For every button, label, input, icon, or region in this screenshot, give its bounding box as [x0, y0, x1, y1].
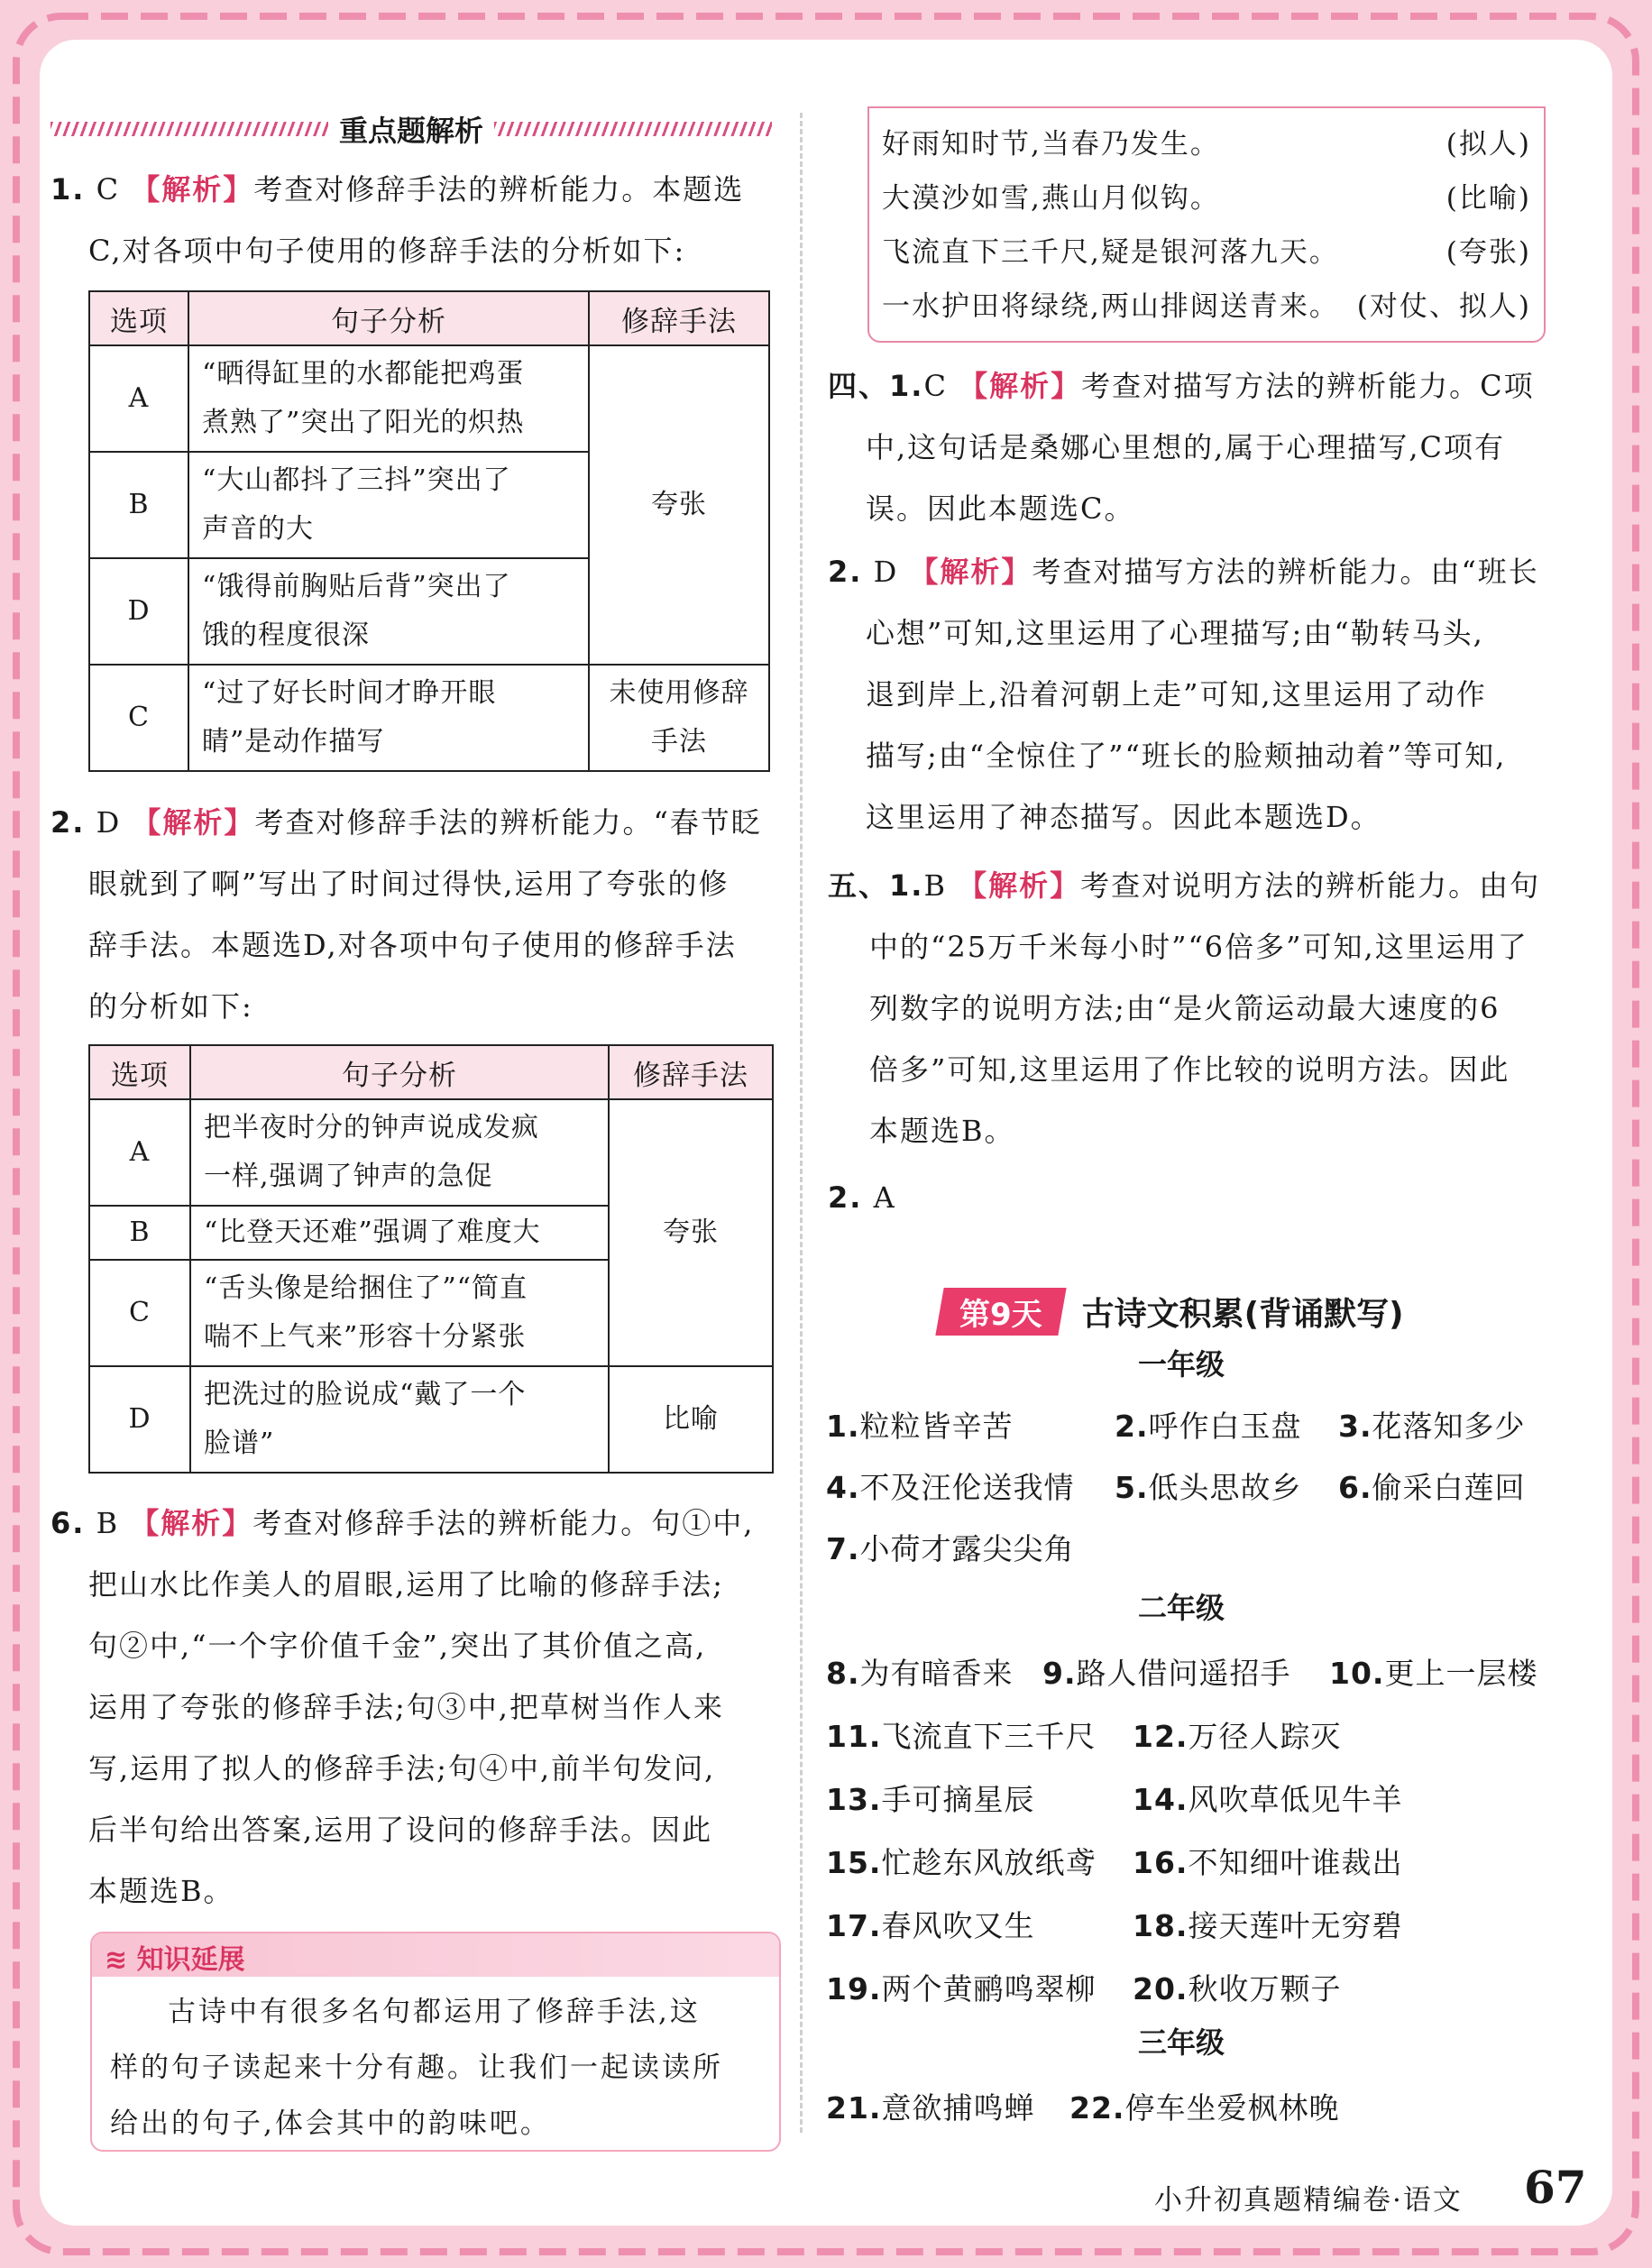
s4q2-text-1: 考查对描写方法的辨析能力。由“班长	[1032, 555, 1539, 589]
list-item: 22.停车坐爱枫林晚	[1069, 2090, 1340, 2126]
poem-examples-box	[867, 106, 1546, 343]
s4q1-number: 四、1.	[828, 369, 924, 403]
table2-analysis: “比登天还难”强调了难度大	[190, 1206, 609, 1260]
table2-header-option: 选项	[89, 1045, 190, 1099]
s4q2-tag: 【解析】	[909, 555, 1032, 589]
table1-analysis: “晒得缸里的水都能把鸡蛋 煮熟了”突出了阳光的炽热	[188, 345, 589, 452]
s5-q1-answer	[828, 855, 1558, 1162]
column-divider	[800, 113, 803, 2133]
s4q2-text-4: 描写;由“全惊住了”“班长的脸颊抽动着”等可知,	[866, 739, 1507, 773]
s4q2-text-5: 这里运用了神态描写。因此本题选D。	[866, 800, 1381, 834]
table1-header-device: 修辞手法	[589, 291, 769, 345]
list-item: 20.秋收万颗子	[1133, 1971, 1342, 2006]
table1-option: C	[89, 665, 188, 771]
rhetoric-table-2	[88, 1044, 774, 1474]
table2-header-device: 修辞手法	[609, 1045, 773, 1099]
s4q1-text-3: 误。因此本题选C。	[866, 491, 1135, 526]
table2-device-merged: 夸张	[609, 1099, 773, 1366]
list-item: 13.手可摘星辰	[826, 1782, 1035, 1817]
list-item: 6.偷采白莲回	[1338, 1470, 1526, 1505]
s5-q2-answer	[828, 1167, 896, 1228]
q2-text-1: 考查对修辞手法的辨析能力。“春节眨	[254, 805, 762, 840]
list-item: 9.路人借问遥招手	[1042, 1656, 1291, 1691]
q6-text-5: 写,运用了拟人的修辞手法;句④中,前半句发问,	[88, 1751, 716, 1786]
extension-title: ≋ 知识延展	[105, 1944, 245, 1976]
q2-number: 2.	[50, 805, 86, 840]
q6-text-3: 句②中,“一个字价值千金”,突出了其价值之高,	[88, 1629, 707, 1663]
s5q1-number: 五、1.	[828, 868, 924, 903]
s5q1-text-5: 本题选B。	[869, 1114, 1015, 1148]
list-item: 18.接天莲叶无穷碧	[1133, 1908, 1403, 1943]
table2-analysis: 把半夜时分的钟声说成发疯 一样,强调了钟声的急促	[190, 1099, 609, 1206]
table2-option: D	[89, 1366, 190, 1473]
q2-text-3: 辞手法。本题选D,对各项中句子使用的修辞手法	[88, 928, 737, 962]
day-badge: 第9天	[935, 1288, 1066, 1336]
table2-option: C	[89, 1260, 190, 1366]
s4q2-text-3: 退到岸上,沿着河朝上走”可知,这里运用了动作	[866, 677, 1487, 712]
table1-option: B	[89, 452, 188, 558]
list-item: 1.粒粒皆辛苦	[826, 1409, 1014, 1444]
table2-header-analysis: 句子分析	[190, 1045, 609, 1099]
list-item: 7.小荷才露尖尖角	[826, 1531, 1075, 1566]
q6-number: 6.	[50, 1506, 86, 1540]
s4q1-text-1: 考查对描写方法的辨析能力。C项	[1081, 369, 1535, 403]
q2-answer	[50, 792, 781, 1037]
wave-icon: ≋	[105, 1944, 128, 1976]
list-item: 10.更上一层楼	[1329, 1656, 1538, 1691]
book-title: 小升初真题精编卷·语文	[1154, 2184, 1463, 2217]
header-hatch-left	[50, 122, 328, 136]
table1-analysis: “饿得前胸贴后背”突出了 饿的程度很深	[188, 558, 589, 665]
s4q2-text-2: 心想”可知,这里运用了心理描写;由“勒转马头,	[866, 616, 1484, 650]
q6-answer	[50, 1492, 781, 1922]
table1-device-merged: 夸张	[589, 345, 769, 665]
table2-analysis: “舌头像是给捆住了”“简直 喘不上气来”形容十分紧张	[190, 1260, 609, 1366]
q6-text-7: 本题选B。	[88, 1874, 234, 1908]
s5q1-text-3: 列数字的说明方法;由“是火箭运动最大速度的6	[869, 991, 1501, 1025]
q1-text-2: C,对各项中句子使用的修辞手法的分析如下:	[88, 234, 686, 268]
list-item: 21.意欲捕鸣蝉	[826, 2090, 1035, 2126]
section-header	[50, 106, 772, 152]
poem-line: 大漠沙如雪,燕山月似钩。 (比喻)	[882, 182, 1531, 215]
day-title: 古诗文积累(背诵默写)	[1081, 1295, 1404, 1333]
s4q2-number: 2.	[828, 555, 863, 589]
list-item: 11.飞流直下三千尺	[826, 1719, 1097, 1754]
section-title: 重点题解析	[339, 114, 484, 148]
list-item: 5.低头思故乡	[1115, 1470, 1302, 1505]
table2-option: B	[89, 1206, 190, 1260]
s4-q1-answer	[828, 355, 1558, 539]
q1-text-1: 考查对修辞手法的辨析能力。本题选	[253, 172, 745, 207]
q6-choice: B	[96, 1506, 120, 1540]
table2-option: A	[89, 1099, 190, 1206]
table1-option: D	[89, 558, 188, 665]
poem-line: 好雨知时节,当春乃发生。 (拟人)	[882, 128, 1531, 161]
table2-analysis: 把洗过的脸说成“戴了一个 脸谱”	[190, 1366, 609, 1473]
q2-text-2: 眼就到了啊”写出了时间过得快,运用了夸张的修	[88, 867, 730, 901]
list-item: 4.不及汪伦送我情	[826, 1470, 1075, 1505]
q2-choice: D	[96, 805, 122, 840]
s5q2-number: 2.	[828, 1180, 863, 1215]
table1-option: A	[89, 345, 188, 452]
list-item: 16.不知细叶谁裁出	[1133, 1845, 1403, 1880]
s5q1-choice: B	[923, 868, 947, 903]
list-item: 17.春风吹又生	[826, 1908, 1035, 1943]
table-row	[89, 1366, 773, 1473]
s5q1-tag: 【解析】	[958, 868, 1081, 903]
poem-line: 一水护田将绿绕,两山排闼送青来。 (对仗、拟人)	[882, 290, 1531, 323]
list-item: 12.万径人踪灭	[1133, 1719, 1342, 1754]
table1-header-option: 选项	[89, 291, 188, 345]
s5q1-text-2: 中的“25万千米每小时”“6倍多”可知,这里运用了	[869, 930, 1528, 964]
list-item: 2.呼作白玉盘	[1115, 1409, 1302, 1444]
list-item: 15.忙趁东风放纸鸢	[826, 1845, 1097, 1880]
poem-line: 飞流直下三千尺,疑是银河落九天。 (夸张)	[882, 236, 1531, 269]
extension-text: 古诗中有很多名句都运用了修辞手法,这 样的句子读起来十分有趣。让我们一起读读所 给出的句子,体会其中的韵味吧。	[110, 1996, 723, 2140]
q1-number: 1.	[50, 172, 86, 207]
rhetoric-table-1	[88, 290, 770, 772]
s4q1-choice: C	[923, 369, 948, 403]
knowledge-extension-box	[90, 1932, 781, 2152]
q6-tag: 【解析】	[130, 1506, 253, 1540]
q1-choice: C	[96, 172, 121, 207]
s4q2-choice: D	[873, 555, 899, 589]
q1-answer	[50, 159, 772, 281]
q6-text-4: 运用了夸张的修辞手法;句③中,把草树当作人来	[88, 1690, 724, 1724]
table1-analysis: “过了好长时间才睁开眼 睛”是动作描写	[188, 665, 589, 771]
grade-3-heading: 三年级	[1138, 2025, 1225, 2060]
table1-header-analysis: 句子分析	[188, 291, 589, 345]
list-item: 19.两个黄鹂鸣翠柳	[826, 1971, 1097, 2006]
q1-tag: 【解析】	[131, 172, 254, 207]
q6-text-6: 后半句给出答案,运用了设问的修辞手法。因此	[88, 1813, 713, 1847]
table-row	[89, 665, 769, 771]
day-banner	[940, 1286, 1404, 1336]
q2-tag: 【解析】	[132, 805, 255, 840]
page-number: 67	[1524, 2161, 1587, 2214]
table-row	[89, 345, 769, 452]
s4q1-tag: 【解析】	[959, 369, 1082, 403]
table1-device-last: 未使用修辞 手法	[589, 665, 769, 771]
s5q2-choice: A	[873, 1180, 896, 1215]
s5q1-text-1: 考查对说明方法的辨析能力。由句	[1080, 868, 1541, 903]
q2-text-4: 的分析如下:	[88, 989, 253, 1024]
table2-device-last: 比喻	[609, 1366, 773, 1473]
q6-text-2: 把山水比作美人的眉眼,运用了比喻的修辞手法;	[88, 1567, 724, 1602]
list-item: 3.花落知多少	[1338, 1409, 1526, 1444]
list-item: 14.风吹草低见牛羊	[1133, 1782, 1403, 1817]
grade-1-heading: 一年级	[1138, 1347, 1225, 1382]
q6-text-1: 考查对修辞手法的辨析能力。句①中,	[252, 1506, 755, 1540]
s5q1-text-4: 倍多”可知,这里运用了作比较的说明方法。因此	[869, 1052, 1510, 1087]
list-item: 8.为有暗香来	[826, 1656, 1014, 1691]
table1-analysis: “大山都抖了三抖”突出了 声音的大	[188, 452, 589, 558]
header-hatch-right	[494, 122, 772, 136]
grade-2-heading: 二年级	[1138, 1591, 1225, 1625]
table-row	[89, 1099, 773, 1206]
s4q1-text-2: 中,这句话是桑娜心里想的,属于心理描写,C项有	[866, 430, 1506, 464]
s4-q2-answer	[828, 541, 1558, 848]
